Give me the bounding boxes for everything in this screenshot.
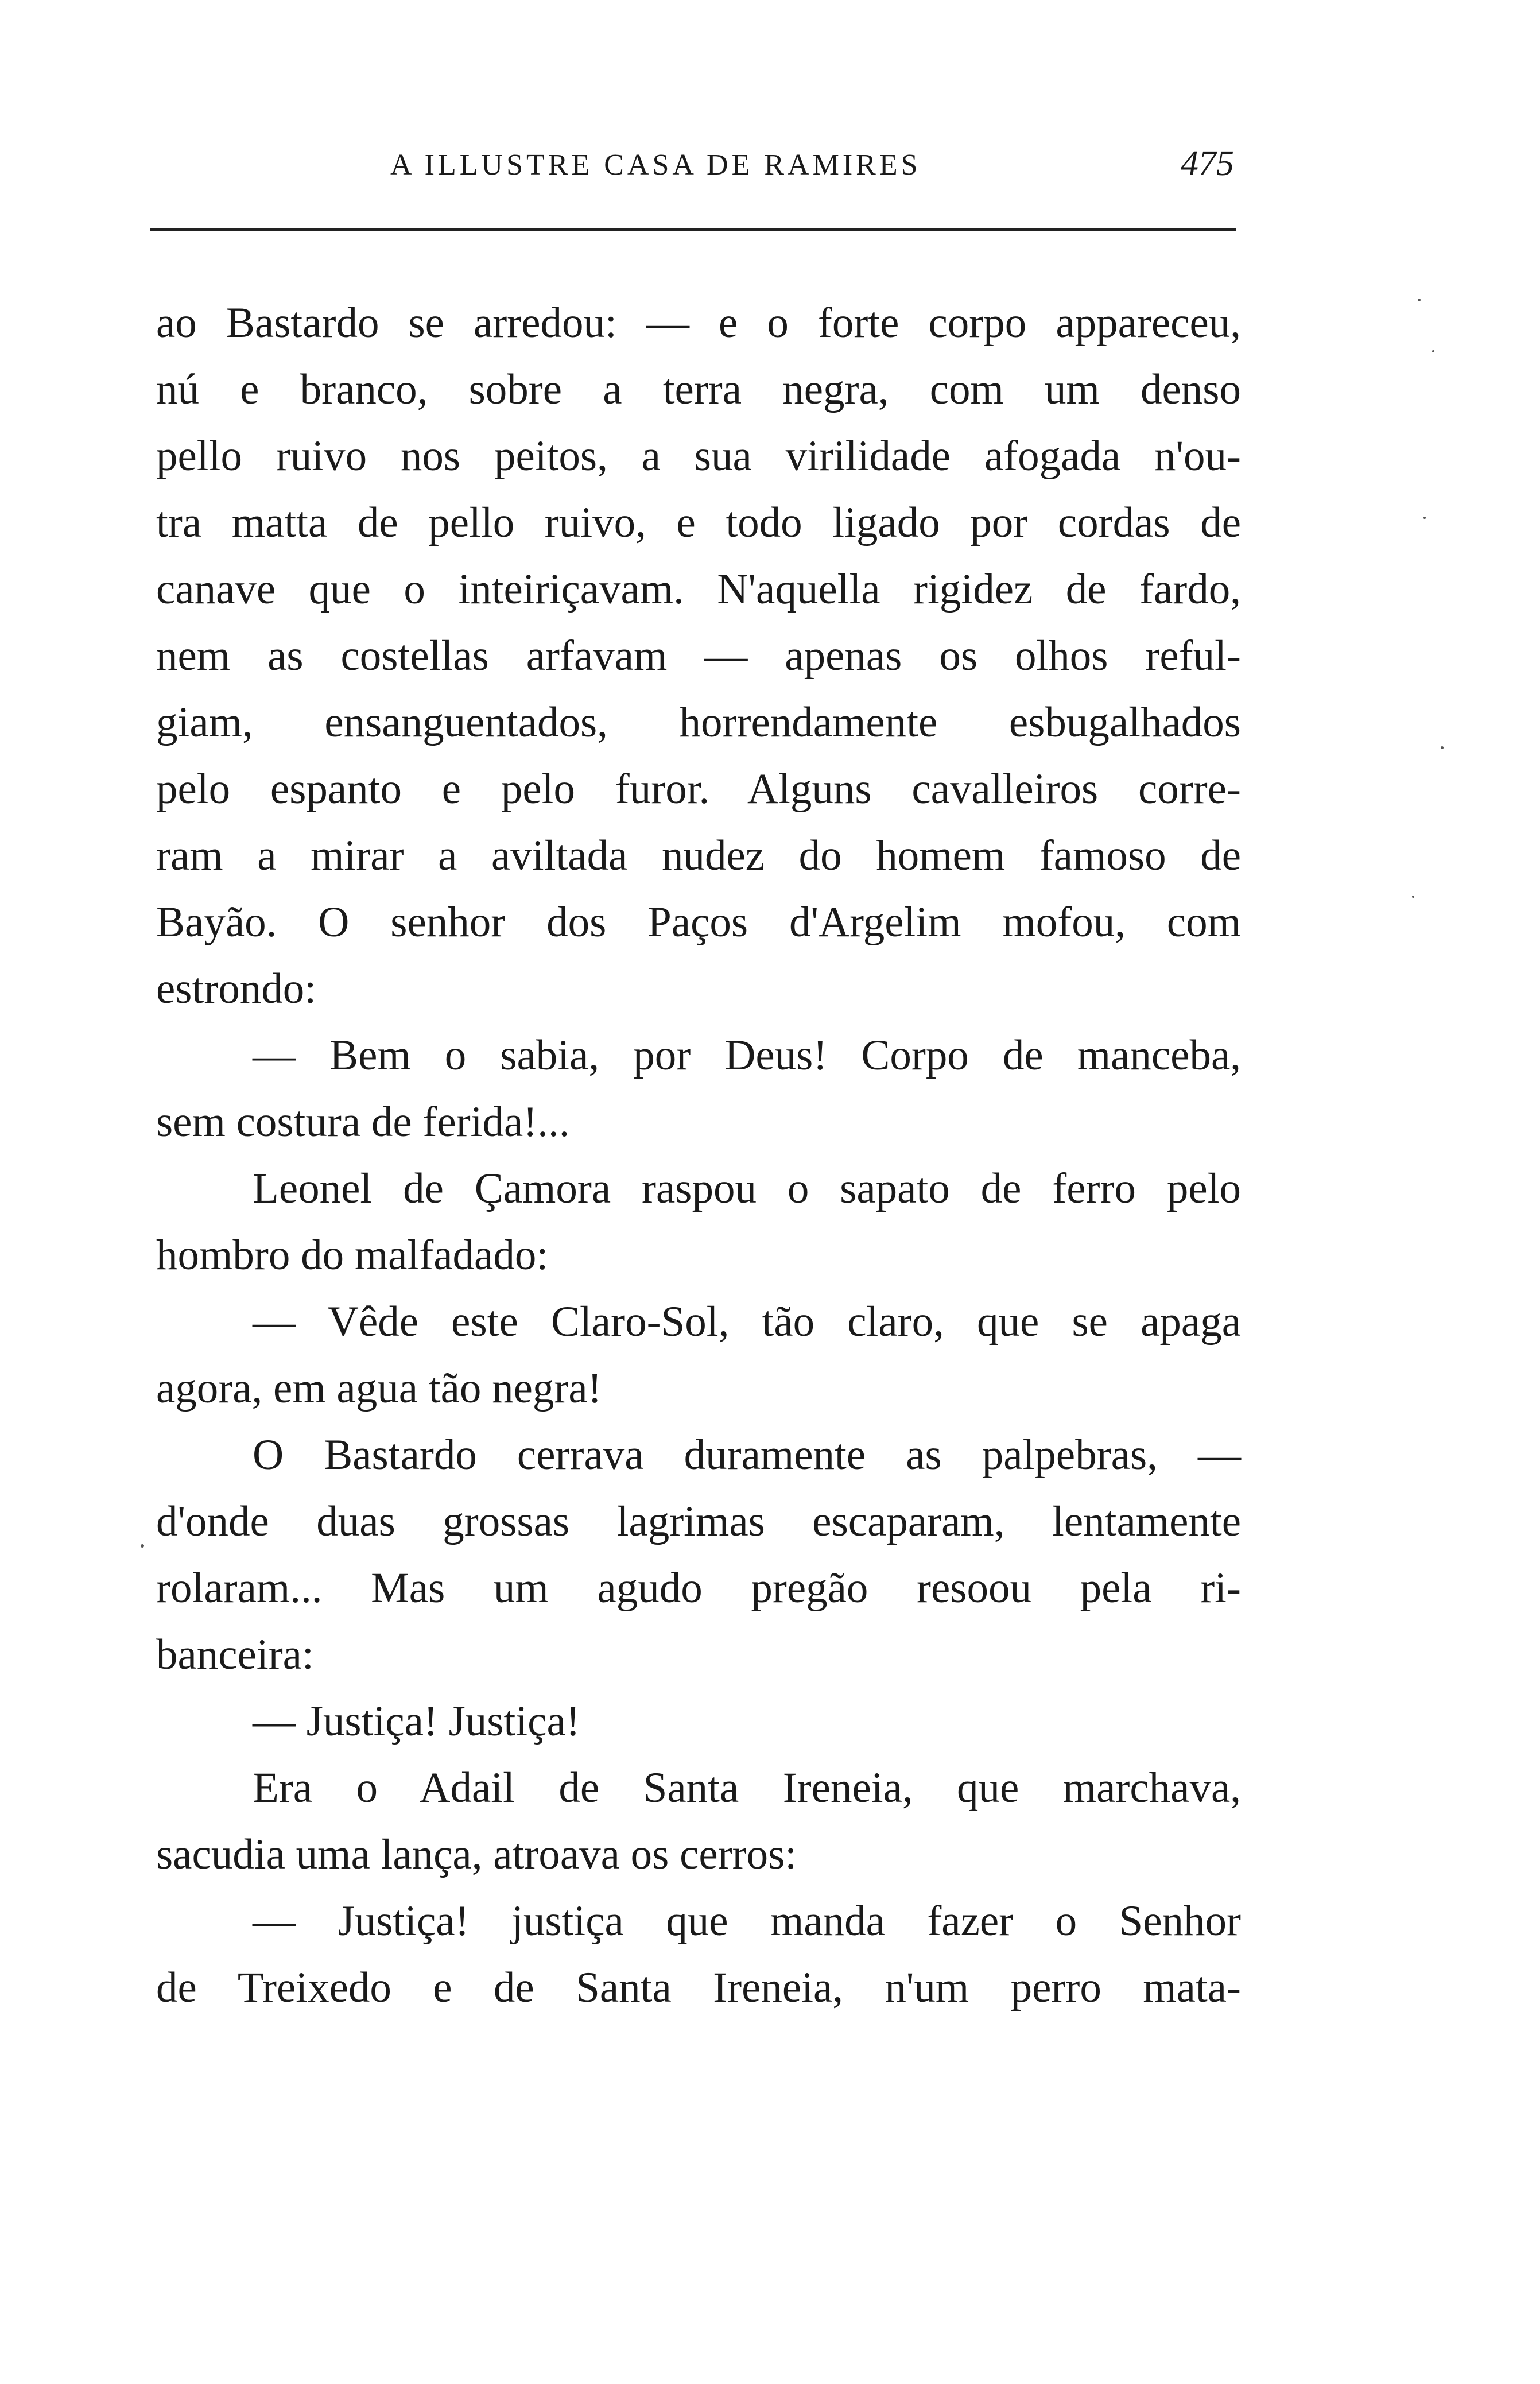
text-line: pelo espanto e pelo furor. Alguns cavalleiros corre- <box>156 765 1241 813</box>
margin-speck <box>1432 350 1434 352</box>
text-line: nú e branco, sobre a terra negra, com um denso <box>156 366 1241 413</box>
text-line: pello ruivo nos peitos, a sua virilidade afogada n'ou- <box>156 432 1241 480</box>
text-line: ao Bastardo se arredou: — e o forte corpo appareceu, <box>156 299 1241 347</box>
text-line: Era o Adail de Santa Ireneia, que marchava, <box>253 1764 1241 1812</box>
header-rule <box>150 228 1236 231</box>
running-header <box>155 144 1234 194</box>
text-line: agora, em agua tão negra! <box>156 1364 602 1412</box>
text-line: sacudia uma lança, atroava os cerros: <box>156 1831 797 1878</box>
text-line: Leonel de Çamora raspou o sapato de ferro pelo <box>253 1165 1241 1212</box>
text-line: estrondo: <box>156 965 317 1013</box>
text-line: — Vêde este Claro-Sol, tão claro, que se apaga <box>253 1298 1241 1346</box>
margin-speck <box>141 1544 144 1548</box>
margin-speck <box>1412 896 1414 898</box>
text-line: nem as costellas arfavam — apenas os olhos reful- <box>156 632 1241 680</box>
text-line: — Bem o sabia, por Deus! Corpo de manceba, <box>253 1032 1241 1079</box>
running-title: A ILLUSTRE CASA DE RAMIRES <box>390 149 921 181</box>
text-line: de Treixedo e de Santa Ireneia, n'um perro mata- <box>156 1964 1241 2011</box>
text-line: hombro do malfadado: <box>156 1231 549 1279</box>
margin-speck <box>1441 746 1444 749</box>
text-line: tra matta de pello ruivo, e todo ligado por cordas de <box>156 499 1241 546</box>
text-line: giam, ensanguentados, horrendamente esbugalhados <box>156 699 1241 746</box>
margin-speck <box>1418 299 1421 301</box>
text-line: sem costura de ferida!... <box>156 1098 570 1146</box>
page-number: 475 <box>1181 144 1234 183</box>
text-line: rolaram... Mas um agudo pregão resoou pela ri- <box>156 1564 1241 1612</box>
text-line: — Justiça! justiça que manda fazer o Senhor <box>253 1897 1241 1945</box>
text-line: — Justiça! Justiça! <box>253 1697 580 1745</box>
text-line: canave que o inteiriçavam. N'aquella rigidez de fardo, <box>156 565 1241 613</box>
text-line: ram a mirar a aviltada nudez do homem famoso de <box>156 832 1241 879</box>
text-line: banceira: <box>156 1631 314 1679</box>
text-line: d'onde duas grossas lagrimas escaparam, lentamente <box>156 1498 1241 1545</box>
body-text <box>156 290 1241 2021</box>
margin-speck <box>1423 517 1426 519</box>
text-line: O Bastardo cerrava duramente as palpebras, — <box>253 1431 1241 1479</box>
text-line: Bayão. O senhor dos Paços d'Argelim mofou, com <box>156 898 1241 946</box>
